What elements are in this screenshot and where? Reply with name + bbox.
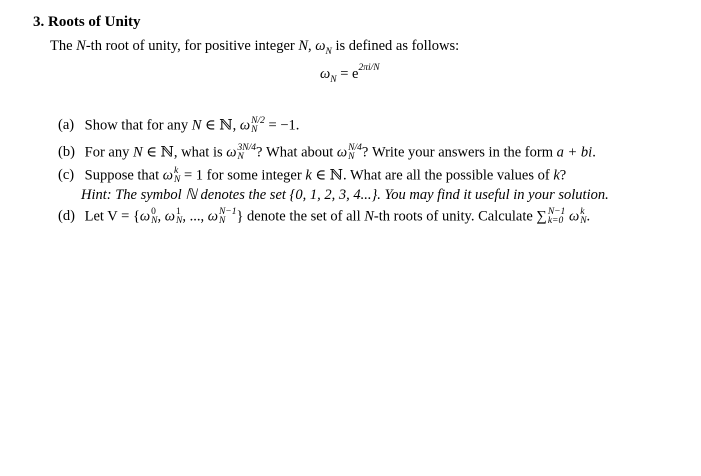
section-heading: 3. Roots of Unity bbox=[33, 14, 141, 30]
question-c-hint: Hint: The symbol ℕ denotes the set {0, 1, 2, 3, 4...}. You may find it useful in your solution. bbox=[81, 187, 609, 203]
definition-equation: $\omega_N = e^{2\pi i/N}$ bbox=[320, 63, 380, 85]
question-d: (d) Let V = {ω 0 N , ω 1 N , ..., ω N−1 N } denote the set of all N-th roots of unity. Calculate ∑ N−1 k=0 ω k N . bbox=[58, 207, 591, 226]
question-c: (c) Suppose that ω k N = 1 for some integer k ∈ ℕ. What are all the possible values of k? bbox=[58, 166, 567, 185]
question-b: (b) For any N ∈ ℕ, what is ω 3N/4 N ? What about ω N/4 N ? Write your answers in the form a + bi. bbox=[58, 143, 596, 162]
question-a: (a) Show that for any N ∈ ℕ, ω N/2 N = −1. bbox=[58, 116, 300, 135]
intro-paragraph: The N-th root of unity, for positive integer N, $\omega_N$ is defined as follows: bbox=[50, 38, 460, 57]
